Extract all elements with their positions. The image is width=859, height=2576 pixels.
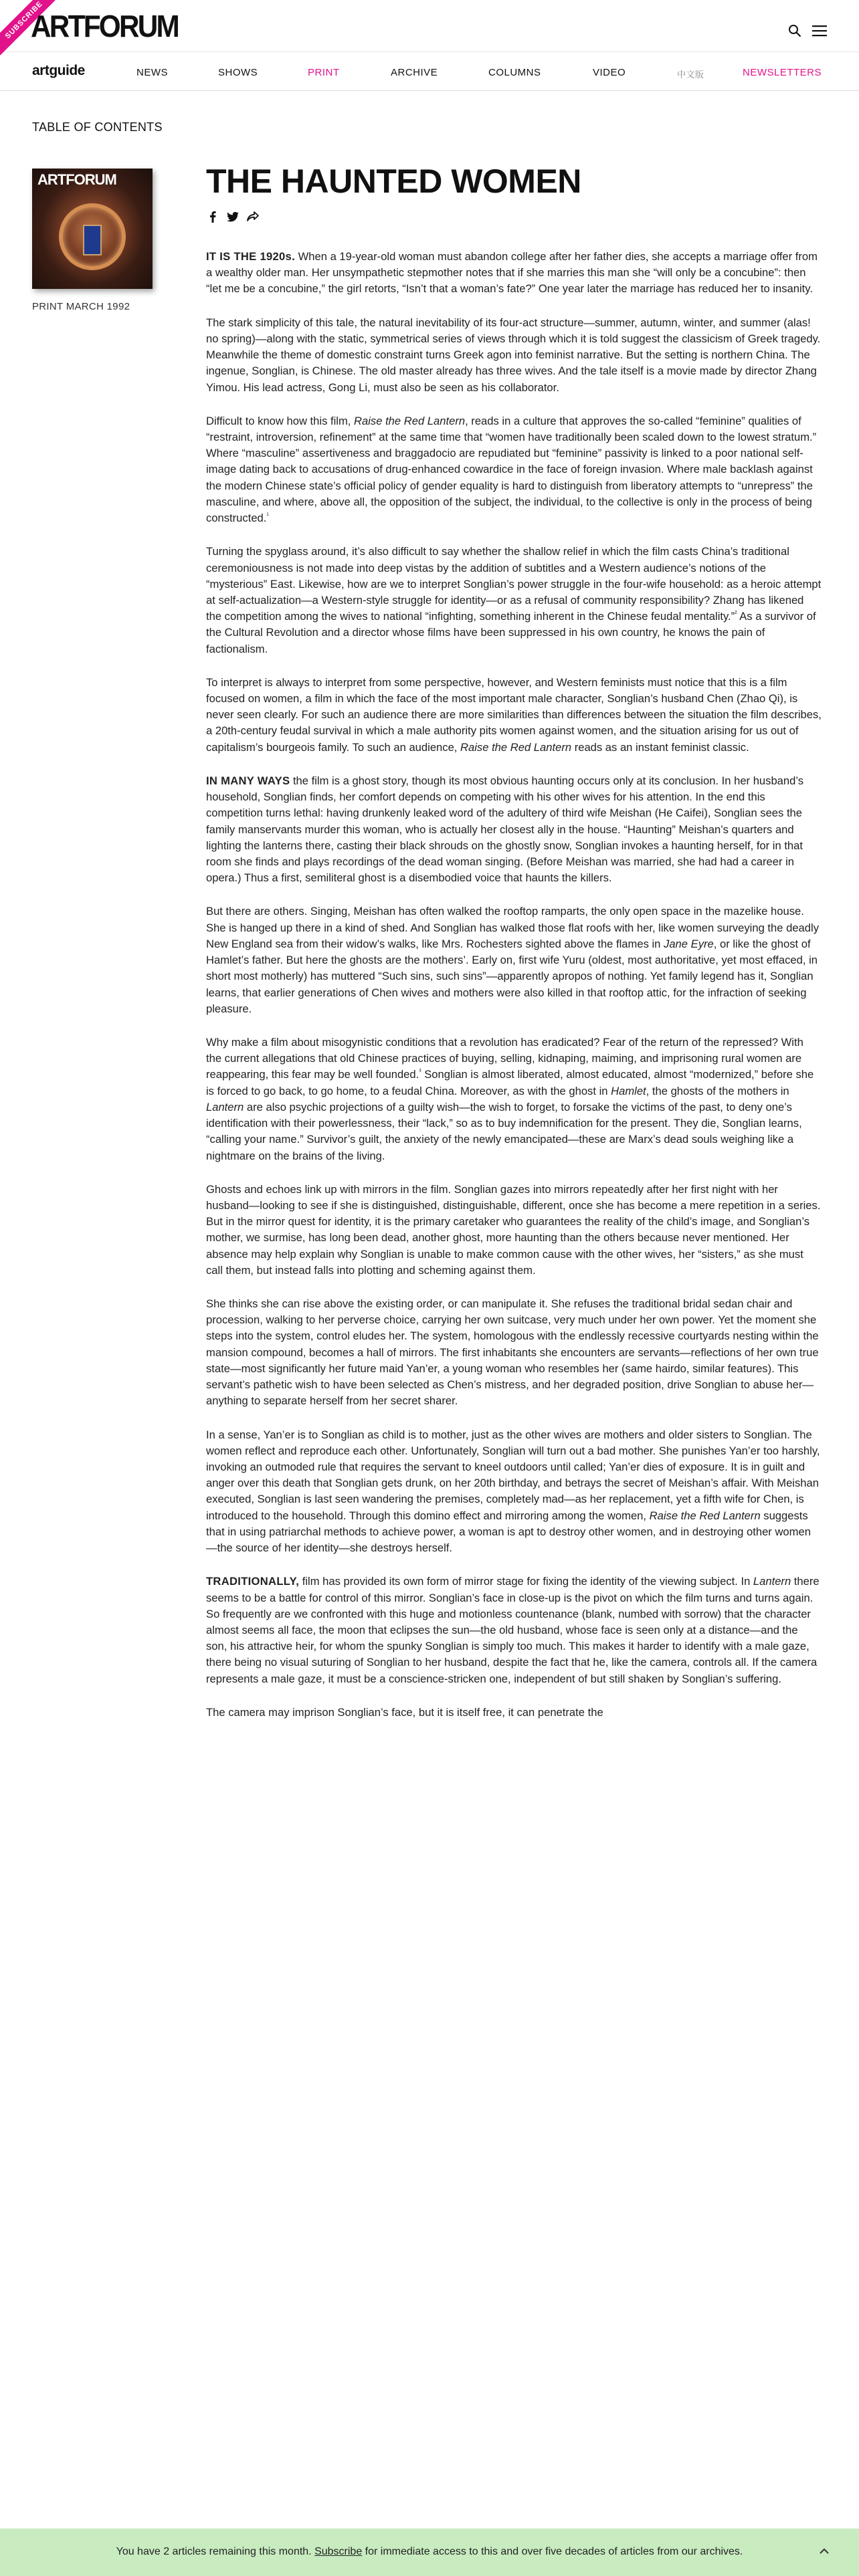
paragraph	[206, 544, 822, 657]
issue-label[interactable]: PRINT MARCH 1992	[32, 301, 130, 312]
paragraph-text: The stark simplicity of this tale, the natural inevitability of its four-act structure—summer, autumn, winter, and summer (alas! no spring)—along with the static, symmetrical series of views through which it is told suggest the classicism of Greek tragedy. Meanwhile the theme of domestic constraint turns Greek agon into feminist narrative. But the setting is northern China. The ingenue, Songlian, is Chinese. The old master already has three wives. And the tale itself is a movie made by director Zhang Yimou. His lead actress, Gong Li, must also be seen as his collaborator.	[206, 316, 821, 394]
paragraph	[206, 1705, 822, 1721]
paragraph-lead: IT IS THE 1920s.	[206, 250, 295, 263]
table-of-contents-link[interactable]: TABLE OF CONTENTS	[32, 120, 163, 134]
paragraph	[206, 675, 822, 756]
subscribe-ribbon[interactable]: SUBSCRIBE	[0, 0, 63, 59]
paragraph-lead: TRADITIONALLY,	[206, 1575, 300, 1588]
share-arrow-icon[interactable]	[246, 210, 260, 223]
paragraph	[206, 315, 822, 396]
paragraph-text: To interpret is always to interpret from some perspective, however, and Western feminists must notice that this is a film focused on women, a film in which the face of the most important male character, Songlian’s husband Chen (Zhao Qi), is never seen clearly. For such an audience there are more similarities than differences between the situation the film describes, a 20th-century feudal survival in which a male authority pits women against women, and the situation arising for us out of capitalism’s bourgeois family. To such an audience, Raise the Red Lantern reads as an instant feminist classic.	[206, 675, 822, 754]
paragraph-text: But there are others. Singing, Meishan has often walked the rooftop ramparts, the only open space in the mazelike house. She is hanged up there in a kind of shed. And Songlian has walked those flat roofs with her, like women surveying the deadly New England sea from their widow’s walks, like Mrs. Rochesters sighted above the flames in Jane Eyre, or like the ghost of Hamlet’s father. But here the ghosts are the mothers’. Early on, first wife Yuru (oldest, most authoritative, yet most effaced, in short most motherly) has muttered “Such sins, such sins”—apparently apropos of nothing. Yet family legend has it, Songlian learns, that earlier generations of Chen wives and mothers were also killed in that rooftop attic, for the infraction of seeking pleasure.	[206, 905, 819, 1015]
paragraph-text: Why make a film about misogynistic conditions that a revolution has eradicated? Fear of the return of the repressed? With the current allegations that old Chinese practices of buying, selling, kidnaping, maiming, and imprisoning rural women are reappearing, this fear may be well founded.$^{^3}$ Songlian is almost liberated, almost educated, almost “modernized,” before she is forced to go back, to go home, to a feudal China. Moreover, as with the ghost in Hamlet, the ghosts of the mothers in Lantern are also psychic projections of a guilty wish—the wish to forget, to forsake the victims of the past, to deny one’s identification with their powerlessness, their “lack,” so as to buy indemnification for the present. They die, Songlian learns, “calling your name.” Survivor’s guilt, the anxiety of the newly emancipated—these are Marx’s dead souls weighing like a nightmare on the brains of the living.	[206, 1035, 814, 1162]
paywall-banner	[0, 2529, 859, 2576]
paragraph	[206, 1035, 822, 1164]
paragraph-text: the film is a ghost story, though its most obvious haunting occurs only at its conclusion. In her husband’s household, Songlian finds, her comfort depends on competing with his other wives for his attention. In the end this competition turns lethal: having drunkenly leaked word of the adultery of third wife Meishan (He Caifei), Songlian sees the family manservants murder this woman, who is actually her closest ally in the house. “Haunting” Meishan’s quarters and lighting the lanterns there, casting their black shrouds on the ghostly snow, Songlian invokes a haunting herself, for in that room she finds and plays recordings of the dead woman singing. (Before Meishan was married, she had had a career in opera.) Thus a first, semiliteral ghost is a disembodied voice that haunts the killers.	[206, 774, 804, 885]
paragraph	[206, 413, 822, 527]
article-title: THE HAUNTED WOMEN	[206, 163, 581, 200]
nav-chinese[interactable]: 中文版	[677, 70, 704, 80]
paragraph-text: In a sense, Yan’er is to Songlian as child is to mother, just as the other wives are mothers and older sisters to Songlian. The women reflect and reproduce each other. Unfortunately, Songlian will turn out a bad mother. She punishes Yan’er too harshly, invoking an outmoded rule that requires the servant to kneel outdoors until called; Yan’er dies of exposure. It is in guilt and anger over this death that Songlian gets drunk, on her 20th birthday, and betrays the secret of Meishan’s affair. With Meishan executed, Songlian is last seen wandering the premises, completely mad—as her replacement, yet a fifth wife for Chen, is introduced to the household. Through this domino effect and mirroring among the women, Raise the Red Lantern suggests that in using patriarchal methods to achieve power, a woman is apt to destroy other women, and in destroying other women—the source of her identity—she destroys herself.	[206, 1428, 820, 1555]
site-header	[0, 0, 859, 52]
paragraph-text: The camera may imprison Songlian’s face, but it is itself free, it can penetrate the	[206, 1705, 603, 1719]
paragraph	[206, 1427, 822, 1557]
nav-columns[interactable]: COLUMNS	[488, 67, 541, 78]
paragraph	[206, 1182, 822, 1279]
nav-news[interactable]: NEWS	[136, 67, 168, 78]
chevron-up-icon[interactable]	[818, 2545, 831, 2558]
issue-cover-image[interactable]	[32, 169, 153, 289]
paragraph	[206, 903, 822, 1017]
paywall-message	[0, 2546, 859, 2558]
paragraph-text: When a 19-year-old woman must abandon college after her father dies, she accepts a marriage offer from a wealthy older man. Her unsympathetic stepmother notes that if she marries this man she “will only be a concubine”: then “let me be a concubine,” the girl retorts, “Isn’t that a woman’s fate?” One year later the marriage has reduced her to insanity.	[206, 250, 818, 296]
search-icon[interactable]	[788, 24, 801, 37]
paragraph-text: Difficult to know how this film, Raise the Red Lantern, reads in a culture that approves the so-called “feminine” qualities of “restraint, introversion, refinement” at the same time that “women have traditionally been scaled down to the lowest stratum.” Where “masculine” assertiveness and braggadocio are repudiated but “feminine” passivity is linked to a poor national self-image dating back to accusations of drug-enhanced cowardice in the face of foreign invasion. Where male backlash against the modern Chinese state’s official policy of gender equality is hard to distinguish from liberatory attempts to “unrepress” the masculine, and where, above all, the opposition of the subject, the individual, to the collective is only in the process of being constructed.$^{^1}$	[206, 414, 817, 525]
paragraph	[206, 773, 822, 887]
paragraph-text: Turning the spyglass around, it’s also difficult to say whether the shallow relief in which the film casts China’s traditional ceremoniousness is not made into deep vistas by the addition of subtitles and a Western audience’s notions of the “mysterious” East. Likewise, how are we to interpret Songlian’s power struggle in the four-wife household: as a heroic attempt at self-actualization—a Western-style struggle for identity—or as a refusal of community responsibility? Zhang has likened the competition among the wives to national “infighting, something inherent in the Chinese feudal mentality.”$^{^2}$ As a survivor of the Cultural Revolution and a director whose films have been suppressed in his own country, he knows the pain of factionalism.	[206, 545, 822, 655]
nav-video[interactable]: VIDEO	[593, 67, 626, 78]
twitter-icon[interactable]	[226, 210, 240, 223]
paragraph-text: film has provided its own form of mirror stage for fixing the identity of the viewing subject. In Lantern there seems to be a battle for control of this mirror. Songlian’s face in close-up is the pivot on which the film turns and turns again. So frequently are we confronted with this huge and motionless countenance (blank, numbed with sorrow) that the character almost seems all face, the moon that eclipses the sun—the old husband, whose face is seen only at a distance—and the son, his attractive heir, for whom the spunky Songlian is simply too much. This makes it harder to identify with a male gaze, there being no visual suturing of Songlian to her husband, despite the fact that he, like the camera, controls all. If the camera represents a male gaze, it must be a conscience-stricken one, independent of but still shaken by Songlian’s suffering.	[206, 1575, 820, 1685]
nav-shows[interactable]: SHOWS	[218, 67, 258, 78]
nav-archive[interactable]: ARCHIVE	[391, 67, 438, 78]
paragraph-lead: IN MANY WAYS	[206, 774, 290, 787]
main-nav	[0, 53, 859, 91]
nav-artguide[interactable]: artguide	[32, 63, 85, 78]
facebook-icon[interactable]	[206, 210, 219, 223]
paragraph-text: She thinks she can rise above the existing order, or can manipulate it. She refuses the traditional bridal sedan chair and procession, walking to her perverse choice, carrying her own suitcase, very much under her own power. Yet the moment she steps into the system, control eludes her. The system, homologous with the endlessly recessive courtyards nesting within the mansion compound, becomes a hall of mirrors. The first inhabitants she encounters are servants—reflections of her own true state—most significantly her future maid Yan’er, a young woman who resembles her (same hairdo, similar features). This servant’s pathetic wish to have been selected as Chen’s mistress, and her degraded position, drive Songlian to abuse her—anything to separate herself from her secret sharer.	[206, 1297, 819, 1408]
paragraph	[206, 1574, 822, 1687]
nav-newsletters[interactable]: NEWSLETTERS	[743, 67, 822, 78]
paywall-text-after: for immediate access to this and over five decades of articles from our archives.	[362, 2546, 743, 2557]
article-body	[206, 249, 822, 1738]
site-logo[interactable]: ARTFORUM	[31, 9, 179, 43]
paragraph	[206, 1296, 822, 1410]
paragraph-text: Ghosts and echoes link up with mirrors in the film. Songlian gazes into mirrors repeatedly after her first night with her husband—looking to see if she is distinguished, distinguishable, different, once she has become a mere repetition in a series. But in the mirror quest for identity, it is the primary caretaker who guarantees the reality of the child’s image, and Songlian’s mother, we surmise, has long been dead, another ghost, more haunting than the others because never mentioned. Her absence may help explain why Songlian is unable to make common cause with the other wives, her “sisters,” as she must call them, but instead falls into plotting and scheming against them.	[206, 1182, 821, 1277]
subscribe-link[interactable]: Subscribe	[314, 2546, 363, 2557]
cover-door-shape	[83, 225, 102, 255]
nav-print[interactable]: PRINT	[308, 67, 340, 78]
paragraph	[206, 249, 822, 298]
hamburger-menu-icon[interactable]	[812, 24, 827, 37]
cover-logo: ARTFORUM	[37, 171, 116, 188]
paywall-text-before: You have 2 articles remaining this month.	[116, 2546, 315, 2557]
